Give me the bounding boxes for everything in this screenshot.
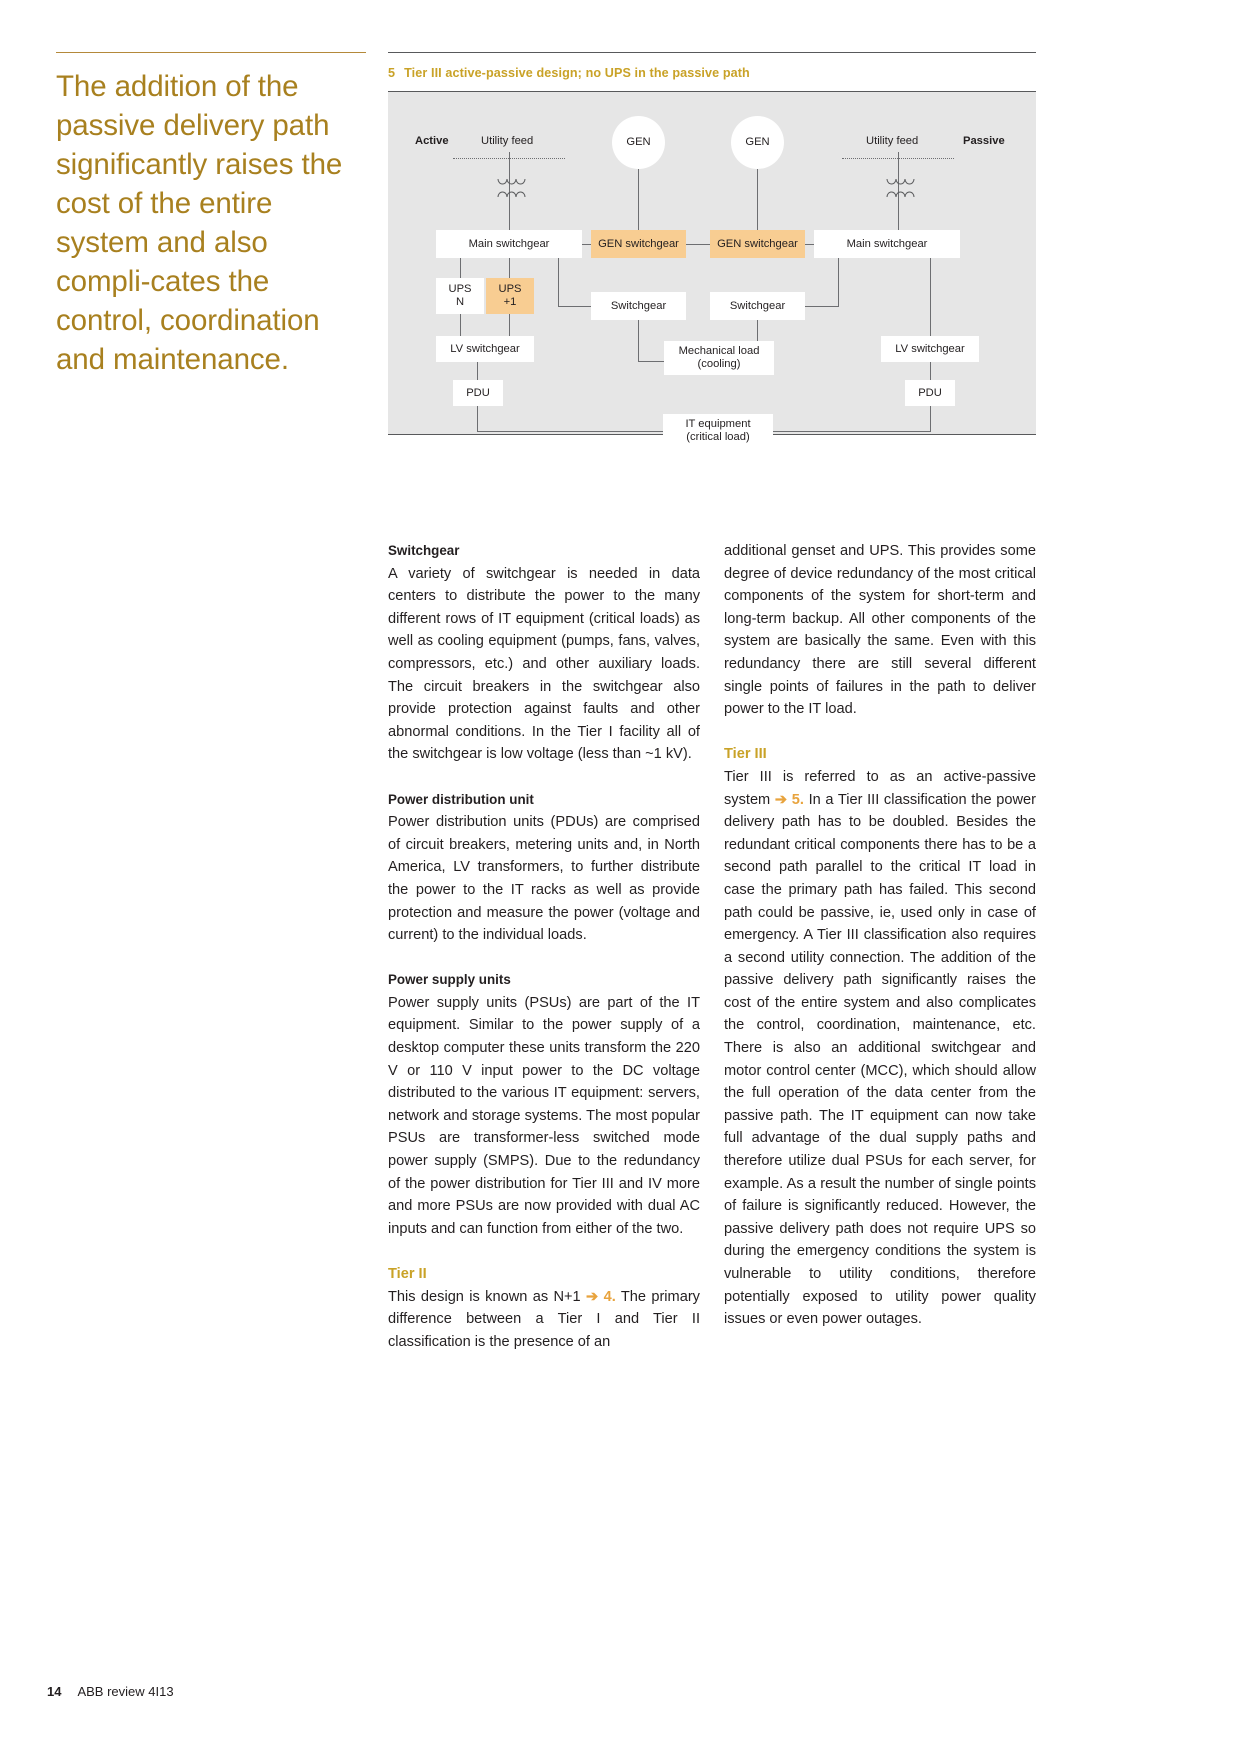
label-active: Active bbox=[415, 135, 449, 147]
wire-gen-left-down bbox=[638, 169, 639, 230]
figure-reference-5[interactable]: ➔ 5. bbox=[774, 791, 804, 808]
figure-caption-text: Tier III active-passive design; no UPS in the passive path bbox=[404, 66, 750, 80]
label-passive: Passive bbox=[963, 135, 1005, 147]
node-lv-switchgear-right: LV switchgear bbox=[881, 336, 979, 362]
subhead-tier-2: Tier II bbox=[388, 1266, 427, 1282]
wire-switchgear-left-to-mech bbox=[638, 361, 664, 362]
dashed-boundary-right bbox=[842, 158, 954, 159]
it-equipment-line2: (critical load) bbox=[686, 431, 750, 443]
label-utility-feed-right: Utility feed bbox=[866, 135, 919, 147]
node-main-switchgear-left: Main switchgear bbox=[436, 230, 582, 258]
node-it-equipment bbox=[663, 414, 773, 448]
wire-main-to-switchgear-left bbox=[558, 258, 559, 306]
node-pdu-right: PDU bbox=[905, 380, 955, 406]
publication-name: ABB review 4I13 bbox=[77, 1684, 174, 1699]
ups-n-line1: UPS bbox=[448, 283, 472, 295]
node-switchgear-right: Switchgear bbox=[710, 292, 805, 320]
wire-gensw-left-to-gensw-right bbox=[686, 244, 710, 245]
wire-main-left-to-gensw-left bbox=[582, 244, 591, 245]
subhead-switchgear: Switchgear bbox=[388, 543, 460, 558]
node-gen-switchgear-right: GEN switchgear bbox=[710, 230, 805, 258]
wire-upsplus1-to-lv bbox=[509, 314, 510, 336]
wire-gen-right-down bbox=[757, 169, 758, 230]
mechanical-load-line1: Mechanical load bbox=[678, 345, 760, 357]
paragraph-gap bbox=[388, 1240, 700, 1263]
paragraph-switchgear: A variety of switchgear is needed in data centers to distribute the power to the many different rows of IT equipment (critical loads) as well as cooling equipment (pumps, fans, valves, compressors, etc.) and other auxiliary loads. The circuit breakers in the switchgear also provide protection against faults and other abnormal conditions. In the Tier I facility all of the switchgear is low voltage (less than ~1 kV). bbox=[388, 565, 700, 763]
tier3-power-diagram bbox=[388, 92, 1036, 443]
paragraph-tier-2 bbox=[388, 1286, 700, 1354]
paragraph-gap bbox=[388, 766, 700, 789]
node-mechanical-load bbox=[664, 341, 774, 375]
wire-main-to-upsn bbox=[460, 258, 461, 278]
wire-upsn-to-lv bbox=[460, 314, 461, 336]
node-main-switchgear-right: Main switchgear bbox=[814, 230, 960, 258]
node-lv-switchgear-left: LV switchgear bbox=[436, 336, 534, 362]
wire-pdu-right-down bbox=[930, 406, 931, 432]
subhead-tier-3: Tier III bbox=[724, 746, 767, 763]
body-column-left bbox=[388, 540, 700, 1353]
pullquote bbox=[56, 52, 366, 379]
node-ups-n bbox=[436, 278, 484, 314]
pullquote-text: The addition of the passive delivery path significantly raises the cost of the entire system and also compli-cates the control, coordination and maintenance. bbox=[56, 70, 343, 376]
subhead-power-supply-units: Power supply units bbox=[388, 972, 511, 988]
node-ups-plus1 bbox=[486, 278, 534, 314]
body-column-right bbox=[724, 540, 1036, 1331]
wire-pdu-left-down bbox=[477, 406, 478, 432]
tier3-text-after: In a Tier III classification the power delivery path has to be doubled. Besides the redundant critical components there has to be a second path parallel to the critical IT load in case the primary path has failed. This second path could be passive, ie, used only in case of emergency. A Tier III classification also requires a second utility connection. The addition of the passive delivery path significantly raises the cost of the entire system and also complicates the control, coordination, maintenance, etc. There is also an additional switchgear and motor control center (MCC), which should allow the full operation of the data center from the passive path. The IT equipment can now take full advantage of the dual supply paths and therefore utilize dual PSUs for each server, for example. As a result the number of single points of failure is significantly reduced. However, the passive delivery path does not require UPS so during the emergency conditions the system is vulnerable to utility conditions, therefore potentially exposed to utility power quality issues or even power outages. bbox=[724, 791, 1036, 1328]
subhead-power-distribution-unit: Power distribution unit bbox=[388, 791, 534, 807]
figure-number: 5 bbox=[388, 66, 396, 80]
transformer-coil-right bbox=[882, 175, 916, 209]
paragraph-power-distribution-unit: Power distribution units (PDUs) are comprised of circuit breakers, metering units and, in North America, LV transformers, to further distribute the power to the IT racks as well as provide protection and measure the power (voltage and current) to the individual loads. bbox=[388, 814, 700, 944]
transformer-coil-left bbox=[493, 175, 527, 209]
wire-lv-to-pdu-right bbox=[930, 362, 931, 380]
dashed-boundary-left bbox=[453, 158, 565, 159]
node-gen-right: GEN bbox=[731, 116, 784, 169]
figure-caption bbox=[388, 53, 1036, 91]
pullquote-divider bbox=[56, 52, 366, 53]
page-number: 14 bbox=[47, 1684, 62, 1699]
figure-reference-4[interactable]: ➔ 4. bbox=[586, 1288, 616, 1305]
wire-main-right-to-switchgear bbox=[838, 258, 839, 306]
wire-main-to-upsplus1 bbox=[509, 258, 510, 278]
tier2-text-before: This design is known as N+1 bbox=[388, 1288, 586, 1305]
ups-plus1-line1: UPS bbox=[498, 283, 522, 295]
wire-switchgear-left-down bbox=[638, 320, 639, 362]
node-gen-left: GEN bbox=[612, 116, 665, 169]
paragraph-tier-2-continued: additional genset and UPS. This provides some degree of device redundancy of the most critical components of the system for short-term and long-term backup. All other components of the system are basically the same. Even with this redundancy there are still several different single points of failures in the path to deliver power to the IT load. bbox=[724, 543, 1036, 718]
node-pdu-left: PDU bbox=[453, 380, 503, 406]
paragraph-tier-3 bbox=[724, 766, 1036, 1331]
ups-plus1-line2: +1 bbox=[503, 296, 517, 308]
node-switchgear-left: Switchgear bbox=[591, 292, 686, 320]
wire-main-right-to-switchgear-h bbox=[805, 306, 839, 307]
label-utility-feed-left: Utility feed bbox=[481, 135, 534, 147]
node-gen-switchgear-left: GEN switchgear bbox=[591, 230, 686, 258]
it-equipment-line1: IT equipment bbox=[685, 418, 751, 430]
wire-gensw-right-to-main-right bbox=[805, 244, 814, 245]
wire-main-right-to-lv bbox=[930, 258, 931, 336]
paragraph-gap bbox=[724, 721, 1036, 744]
wire-lv-to-pdu-left bbox=[477, 362, 478, 380]
ups-n-line2: N bbox=[455, 296, 465, 308]
wire-pdu-left-to-it bbox=[477, 431, 663, 432]
paragraph-gap bbox=[388, 947, 700, 970]
paragraph-power-supply-units: Power supply units (PSUs) are part of the IT equipment. Similar to the power supply of a desktop computer these units transform the 220 V or 110 V input power to the DC voltage distributed to the various IT equipment: servers, network and storage systems. The most popular PSUs are transformer-less switched mode power supply (SMPS). Due to the redundancy of the power distribution for Tier III and IV more and more PSUs are now provided with dual AC inputs and can function from either of the two. bbox=[388, 994, 700, 1237]
mechanical-load-line2: (cooling) bbox=[697, 358, 741, 370]
page-footer bbox=[47, 1684, 174, 1699]
tier3-text-before: Tier III is referred to as an active-passive system bbox=[724, 768, 1036, 808]
tier2-text-after: The primary difference between a Tier I and Tier II classification is the presence of an bbox=[388, 1288, 700, 1350]
figure-block bbox=[388, 52, 1036, 443]
